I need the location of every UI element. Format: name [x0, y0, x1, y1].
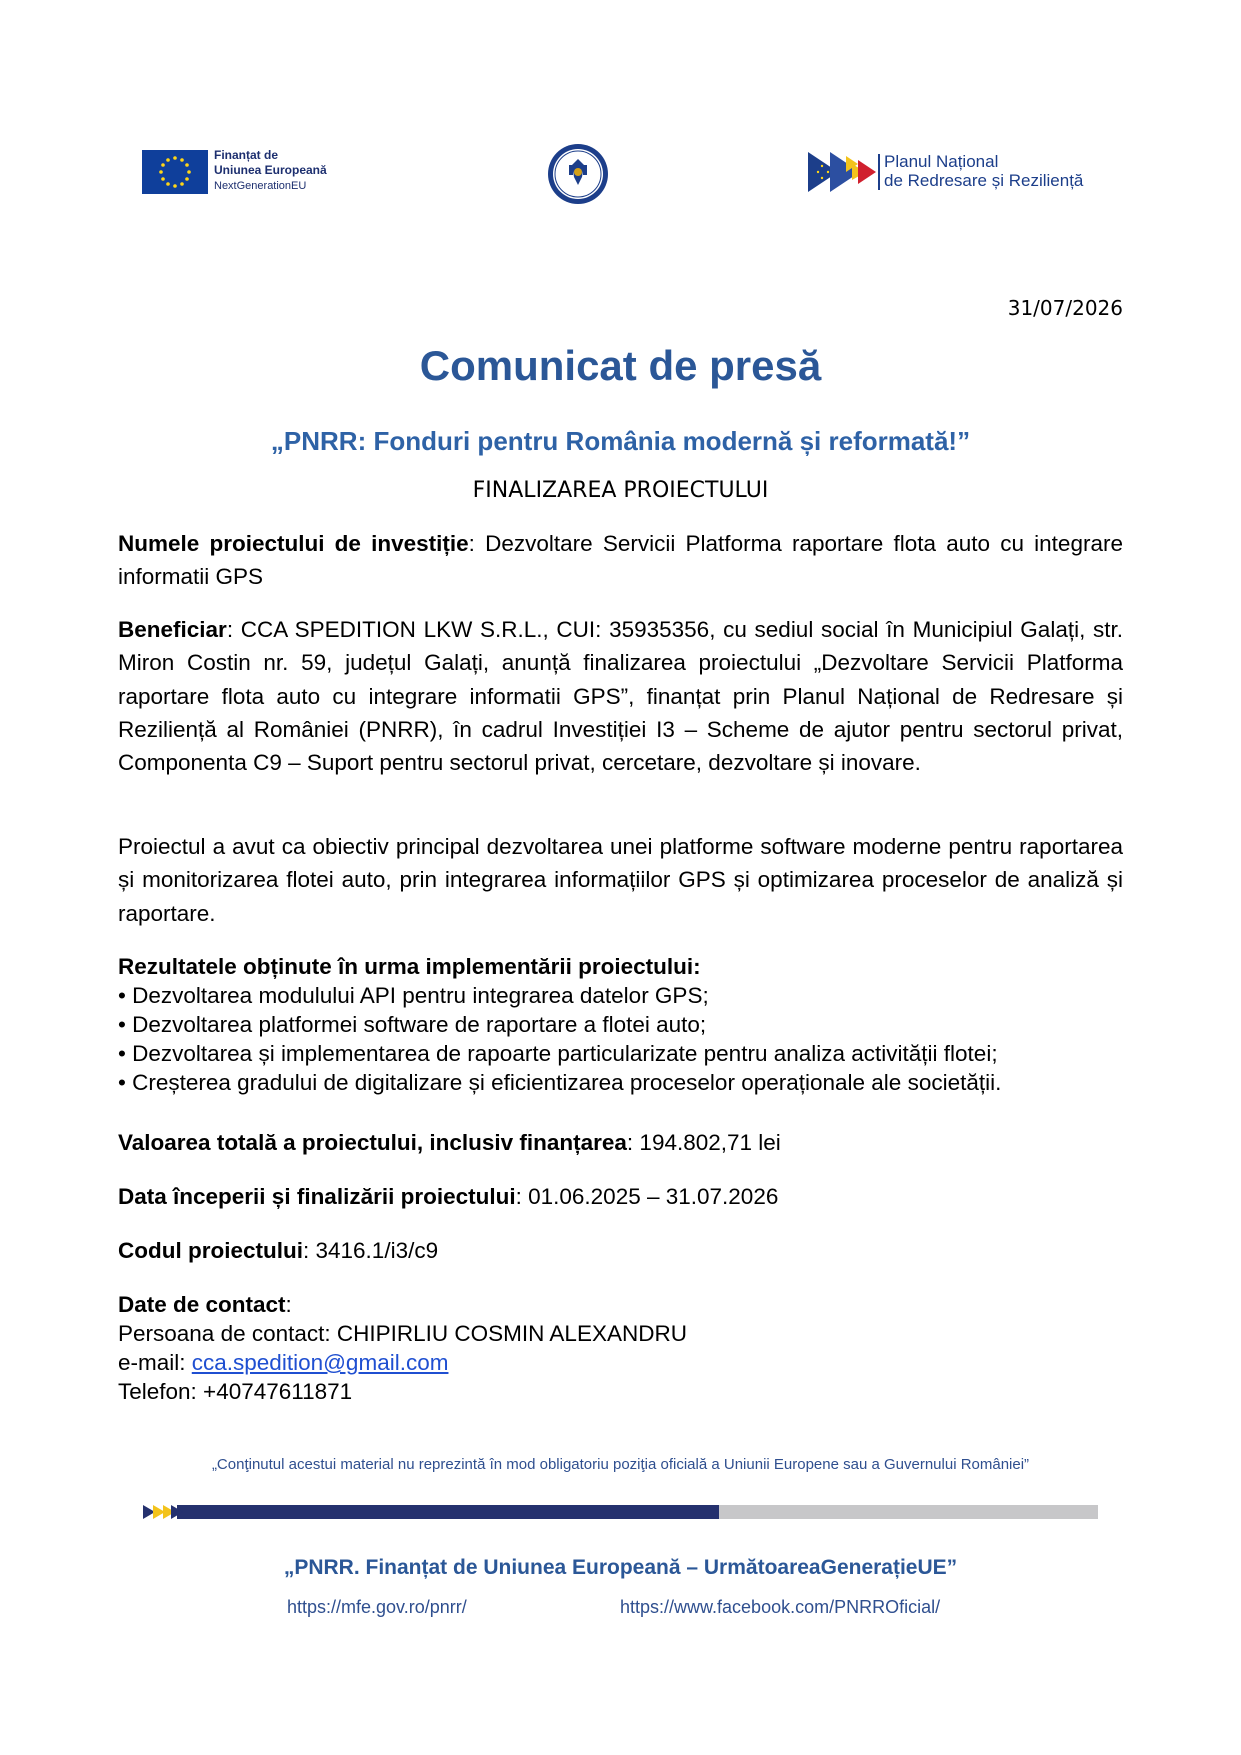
- page-subtitle: „PNRR: Fonduri pentru România modernă și reformată!”: [270, 426, 971, 456]
- eu-funding-logo: [142, 148, 442, 198]
- document-date: 31/07/2026: [1007, 296, 1123, 320]
- results-label: Rezultatele obținute în urma implementării proiectului:: [118, 954, 701, 979]
- footer-bar: [143, 1505, 1098, 1519]
- pnrr-logo-line1: Planul Național: [884, 152, 999, 171]
- contact-section: [118, 1290, 1123, 1406]
- beneficiary-paragraph: [118, 613, 1123, 779]
- footer-disclaimer: „Conţinutul acestui material nu reprezintă în mod obligatoriu poziţia oficială a Uniunii Europene sau a Guvernului României”: [211, 1456, 1030, 1473]
- contact-label-suffix: :: [285, 1292, 292, 1317]
- project-status: FINALIZAREA PROIECTULUI: [472, 478, 769, 503]
- total-value-value: : 194.802,71 lei: [626, 1130, 781, 1155]
- pnrr-arrow-icon: [808, 152, 876, 192]
- project-name-value: : Dezvoltare Servicii Platforma raportare flota auto cu integrare informatii GPS: [118, 531, 1123, 590]
- contact-phone: Telefon: +40747611871: [118, 1379, 353, 1404]
- beneficiary-value: : CCA SPEDITION LKW S.R.L., CUI: 35935356, cu sediul social în Municipiul Galați, str. Miron Costin nr. 59, județul Galați, anunță finalizarea proiectului „Dezvoltare Servicii Platforma raportare flota auto cu integrare informatii GPS”, finanțat prin Planul Național de Redresare și Reziliență al României (PNRR), în cadrul Investiției I3 – Scheme de ajutor pentru sectorul privat, Componenta C9 – Suport pentru sectorul privat, cercetare, dezvoltare și inovare.: [118, 617, 1123, 776]
- footer-arrow-icon: [143, 1505, 183, 1519]
- government-seal-icon: [547, 143, 609, 205]
- project-dates-line: [118, 1182, 1123, 1211]
- project-name-paragraph: [118, 527, 1123, 594]
- results-section: [118, 952, 1123, 1097]
- email-label: e-mail:: [118, 1350, 192, 1375]
- contact-label: Date de contact: [118, 1292, 286, 1317]
- project-code-value: : 3416.1/i3/c9: [303, 1238, 439, 1263]
- project-code-line: [118, 1236, 1123, 1265]
- email-link[interactable]: cca.spedition@gmail.com: [191, 1350, 449, 1375]
- eu-flag-icon: [142, 150, 208, 194]
- footer-link-facebook[interactable]: https://www.facebook.com/PNRROficial/: [620, 1597, 941, 1617]
- total-value-label: Valoarea totală a proiectului, inclusiv finanțarea: [118, 1130, 627, 1155]
- footer-bar-light: [719, 1505, 1098, 1519]
- project-code-label: Codul proiectului: [118, 1238, 303, 1263]
- eu-logo-line2: Uniunea Europeană: [214, 163, 327, 177]
- footer-bar-dark: [177, 1505, 719, 1519]
- project-name-label: Numele proiectului de investiție: [118, 531, 469, 556]
- list-item: • Dezvoltarea platformei software de raportare a flotei auto;: [118, 1012, 707, 1037]
- list-item: • Dezvoltarea modulului API pentru integrarea datelor GPS;: [118, 983, 709, 1008]
- footer-link-mfe[interactable]: https://mfe.gov.ro/pnrr/: [287, 1597, 467, 1617]
- eu-logo-line1: Finanțat de: [214, 148, 279, 162]
- pnrr-logo: [808, 150, 1128, 200]
- objective-paragraph: Proiectul a avut ca obiectiv principal dezvoltarea unei platforme software moderne pentru raportarea și monitorizarea flotei auto, prin integrarea informațiilor GPS și optimizarea proceselor de analiză și raportare.: [118, 834, 1123, 926]
- total-value-line: [118, 1128, 1123, 1157]
- list-item: • Dezvoltarea și implementarea de rapoarte particularizate pentru analiza activității flotei;: [118, 1041, 998, 1066]
- list-item: • Creșterea gradului de digitalizare și eficientizarea proceselor operaționale ale societății.: [118, 1070, 1002, 1095]
- pnrr-logo-line2: de Redresare și Reziliență: [884, 171, 1084, 190]
- pnrr-logo-separator: [878, 154, 880, 190]
- project-dates-label: Data începerii și finalizării proiectului: [118, 1184, 516, 1209]
- eu-logo-line3: NextGenerationEU: [214, 180, 307, 192]
- footer-slogan: „PNRR. Finanțat de Uniunea Europeană – UrmătoareaGenerațieUE”: [283, 1556, 958, 1579]
- page-title: Comunicat de presă: [419, 342, 822, 389]
- beneficiary-label: Beneficiar: [118, 617, 227, 642]
- contact-person: Persoana de contact: CHIPIRLIU COSMIN ALEXANDRU: [118, 1321, 687, 1346]
- project-dates-value: : 01.06.2025 – 31.07.2026: [515, 1184, 779, 1209]
